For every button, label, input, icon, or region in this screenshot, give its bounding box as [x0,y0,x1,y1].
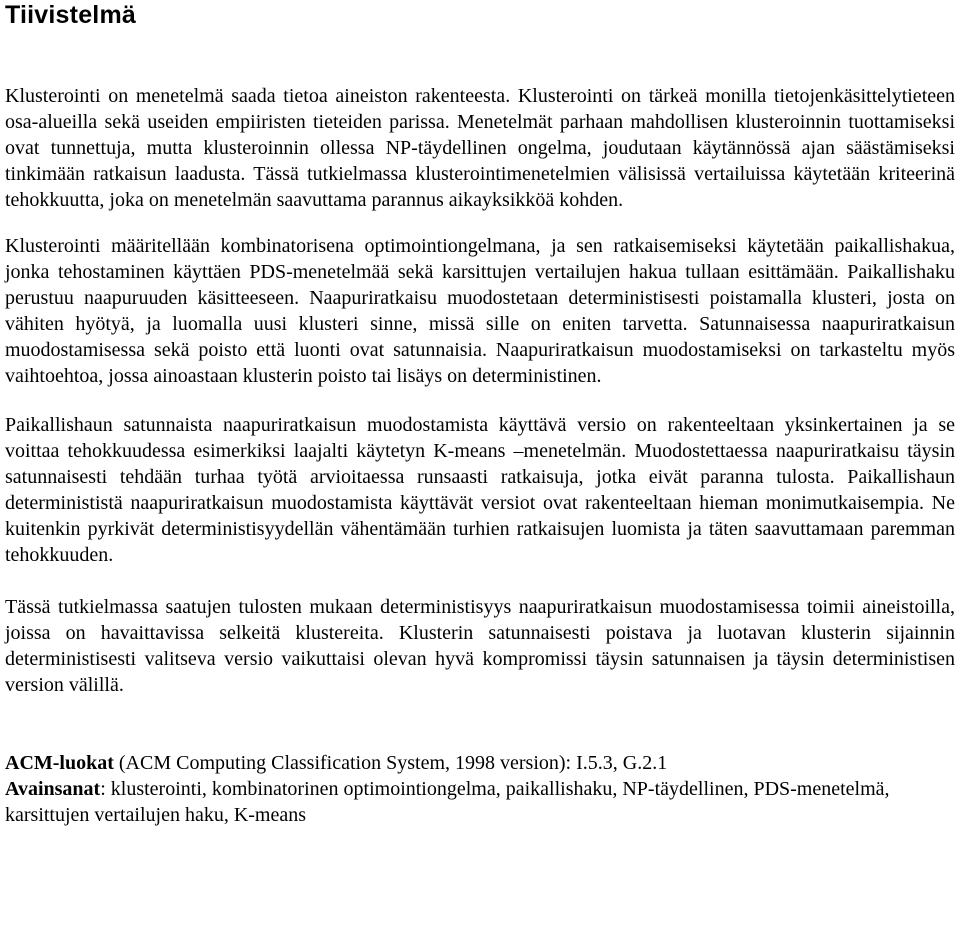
paragraph-1: Klusterointi on menetelmä saada tietoa aineiston rakenteesta. Klusterointi on tärkeä monilla tietojenkäsittelytieteen osa-alueilla sekä useiden empiiristen tieteiden parissa. Menetelmät parhaan mahdollisen klusteroinnin tuottamiseksi ovat tunnettuja, mutta klusteroinnin ollessa NP-täydellinen ongelma, joudutaan käytännössä ajan säästämiseksi tinkimään ratkaisun laadusta. Tässä tutkielmassa klusterointimenetelmien välisissä vertailuissa käytetään kriteerinä tehokkuutta, joka on menetelmän saavuttama parannus aikayksikköä kohden. [5,85,955,211]
keywords-value: : klusterointi, kombinatorinen optimointiongelma, paikallishaku, NP-täydellinen, PDS-menetelmä, karsittujen vertailujen haku, K-means [5,778,890,826]
page-title: Tiivistelmä [5,1,136,29]
acm-value: (ACM Computing Classification System, 1998 version): I.5.3, G.2.1 [113,752,668,774]
paragraph-4: Tässä tutkielmassa saatujen tulosten mukaan deterministisyys naapuriratkaisun muodostamisessa toimii aineistoilla, joissa on havaittavissa selkeitä klustereita. Klusterin satunnaisesti poistava ja luotavan klusterin sijainnin deterministisesti valitseva versio vaikuttaisi olevan hyvä kompromissi täysin satunnaisen ja täysin deterministisen version välillä. [5,596,955,696]
acm-classification [5,750,955,776]
keywords [5,776,955,828]
paragraph-2: Klusterointi määritellään kombinatorisena optimointiongelmana, ja sen ratkaisemiseksi käytetään paikallishakua, jonka tehostaminen käyttäen PDS-menetelmää sekä karsittujen vertailujen hakua tullaan esittämään. Paikallishaku perustuu naapuruuden käsitteeseen. Naapuriratkaisu muodostetaan deterministisesti poistamalla klusteri, josta on vähiten hyötyä, ja luomalla uusi klusteri sinne, missä sille on eniten tarvetta. Satunnaisessa naapuriratkaisun muodostamisessa sekä poisto että luonti ovat satunnaisia. Naapuriratkaisun muodostamiseksi on tarkasteltu myös vaihtoehtoa, jossa ainoastaan klusterin poisto tai lisäys on deterministinen. [5,235,955,387]
keywords-label: Avainsanat [5,778,101,800]
document-page [5,0,955,828]
classification-block [5,750,955,828]
acm-label: ACM-luokat [5,752,114,774]
abstract-body [5,83,955,828]
paragraph-3: Paikallishaun satunnaista naapuriratkaisun muodostamista käyttävä versio on rakenteeltaan yksinkertainen ja se voittaa tehokkuudessa esimerkiksi laajalti käytetyn K-means –menetelmän. Muodostettaessa naapuriratkaisu täysin satunnaisesti tehdään turhaa työtä arvioitaessa runsaasti ratkaisuja, jotka eivät paranna tulosta. Paikallishaun determinististä naapuriratkaisun muodostamista käyttävät versiot ovat rakenteeltaan hieman monimutkaisempia. Ne kuitenkin pyrkivät deterministisyydellän vähentämään turhien ratkaisujen luomista ja täten saavuttamaan paremman tehokkuuden. [5,414,955,566]
